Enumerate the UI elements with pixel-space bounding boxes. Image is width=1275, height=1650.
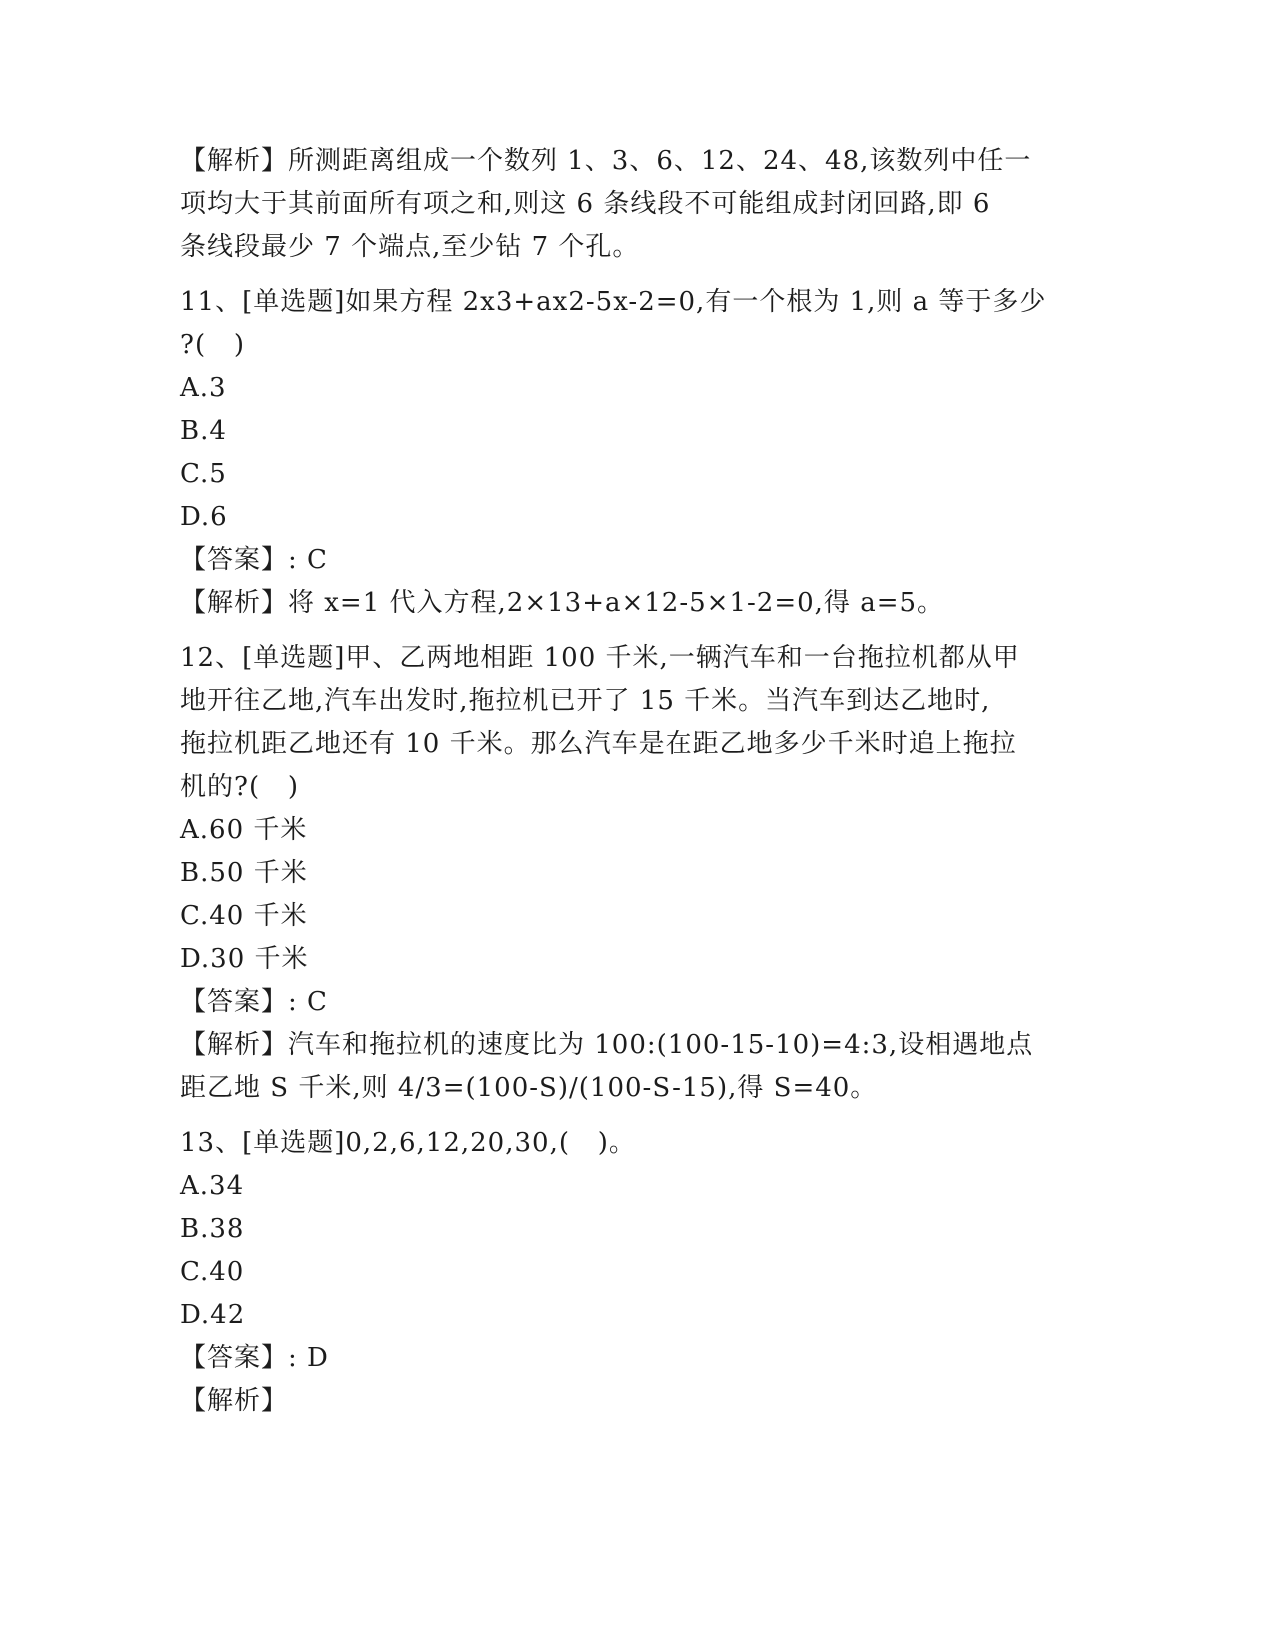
option-b: B.4	[180, 416, 227, 446]
option-b: B.50 千米	[180, 858, 308, 888]
document-page	[180, 140, 1060, 1423]
analysis-line: 项均大于其前面所有项之和,则这 6 条线段不可能组成封闭回路,即 6	[180, 189, 991, 219]
analysis-line: 【解析】汽车和拖拉机的速度比为 100:(100-15-10)=4:3,设相遇地点	[180, 1030, 1034, 1060]
question-stem-line: 机的?( )	[180, 772, 300, 802]
answer-line: 【答案】: D	[180, 1343, 329, 1373]
option-d: D.42	[180, 1300, 246, 1330]
analysis-line: 条线段最少 7 个端点,至少钻 7 个孔。	[180, 232, 640, 262]
question-11	[180, 281, 1060, 625]
analysis-line: 【解析】	[180, 1386, 289, 1416]
option-a: A.3	[180, 373, 227, 403]
answer-line: 【答案】: C	[180, 545, 328, 575]
option-c: C.40 千米	[180, 901, 308, 931]
question-stem-line: 12、[单选题]甲、乙两地相距 100 千米,一辆汽车和一台拖拉机都从甲	[180, 643, 1020, 673]
question-13	[180, 1122, 1060, 1423]
option-c: C.5	[180, 459, 227, 489]
question-stem-line: ?( )	[180, 330, 246, 360]
option-a: A.60 千米	[180, 815, 308, 845]
question-12	[180, 637, 1060, 1110]
question-stem-line: 11、[单选题]如果方程 2x3+ax2-5x-2=0,有一个根为 1,则 a 等于多少	[180, 287, 1047, 317]
question-stem-line: 地开往乙地,汽车出发时,拖拉机已开了 15 千米。当汽车到达乙地时,	[180, 686, 991, 716]
option-b: B.38	[180, 1214, 245, 1244]
option-a: A.34	[180, 1171, 245, 1201]
analysis-line: 【解析】所测距离组成一个数列 1、3、6、12、24、48,该数列中任一	[180, 146, 1032, 176]
analysis-line: 【解析】将 x=1 代入方程,2×13+a×12-5×1-2=0,得 a=5。	[180, 588, 945, 618]
question-stem-line: 13、[单选题]0,2,6,12,20,30,( )。	[180, 1128, 636, 1158]
question-stem-line: 拖拉机距乙地还有 10 千米。那么汽车是在距乙地多少千米时追上拖拉	[180, 729, 1017, 759]
intro-analysis	[180, 140, 1060, 269]
option-c: C.40	[180, 1257, 245, 1287]
answer-line: 【答案】: C	[180, 987, 328, 1017]
option-d: D.6	[180, 502, 228, 532]
analysis-line: 距乙地 S 千米,则 4/3=(100-S)/(100-S-15),得 S=40。	[180, 1073, 878, 1103]
option-d: D.30 千米	[180, 944, 309, 974]
